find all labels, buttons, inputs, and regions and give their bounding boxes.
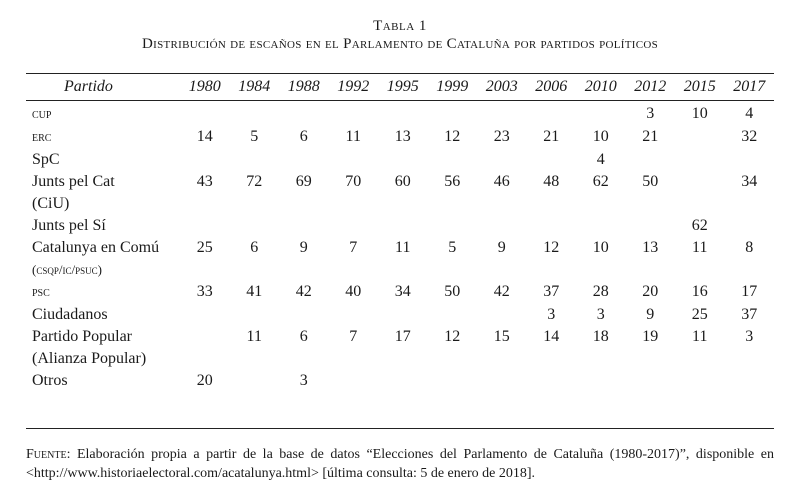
seat-count-cell — [527, 100, 577, 126]
seat-count-cell: 28 — [592, 283, 609, 300]
party-name-cell — [26, 215, 180, 237]
seat-count-cell: 25 — [196, 239, 213, 256]
seat-count-cell: 42 — [295, 283, 312, 300]
seat-count-cell: 12 — [543, 239, 560, 256]
seat-count-cell: 33 — [196, 283, 213, 300]
party-name: erc — [32, 130, 52, 145]
seat-count-cell — [378, 304, 428, 326]
seat-count-cell: 56 — [444, 173, 461, 190]
seat-count-cell: 13 — [394, 128, 411, 145]
seat-count-cell: 10 — [691, 105, 708, 122]
column-header-year: 2012 — [634, 78, 667, 95]
column-header-year: 1995 — [386, 78, 419, 95]
seat-count-cell: 34 — [394, 283, 411, 300]
table-row — [26, 237, 774, 281]
seat-count-cell — [180, 326, 230, 370]
seat-count-cell: 9 — [497, 239, 506, 256]
seat-count-cell — [477, 100, 527, 126]
seat-count-cell — [279, 215, 329, 237]
party-name-cell — [26, 149, 180, 171]
seat-count-cell: 19 — [642, 328, 659, 345]
seat-count-cell: 16 — [691, 283, 708, 300]
seat-count-cell — [477, 304, 527, 326]
seat-count-cell — [230, 100, 280, 126]
party-name: Otros — [32, 372, 68, 389]
seat-count-cell — [329, 370, 379, 392]
table-row — [26, 215, 774, 237]
seat-count-cell: 5 — [448, 239, 457, 256]
party-name: cup — [32, 107, 52, 122]
party-name-cell — [26, 126, 180, 149]
seat-count-cell: 46 — [493, 173, 510, 190]
seat-count-cell: 13 — [642, 239, 659, 256]
seat-count-cell: 69 — [295, 173, 312, 190]
seat-count-cell: 25 — [691, 306, 708, 323]
seat-count-cell — [279, 149, 329, 171]
seat-count-cell — [329, 215, 379, 237]
seat-count-cell: 17 — [741, 283, 758, 300]
seat-count-cell: 21 — [543, 128, 560, 145]
column-header-year: 1988 — [287, 78, 320, 95]
seat-count-cell — [725, 215, 775, 237]
column-header-year: 2010 — [584, 78, 617, 95]
column-header-party: Partido — [64, 78, 113, 95]
seat-count-cell: 3 — [547, 306, 556, 323]
seat-count-cell: 4 — [745, 105, 754, 122]
seat-count-cell: 62 — [592, 173, 609, 190]
seat-count-cell — [279, 100, 329, 126]
column-header-year: 1980 — [188, 78, 221, 95]
seat-count-cell: 72 — [246, 173, 263, 190]
seat-count-cell: 5 — [250, 128, 259, 145]
seat-count-cell: 23 — [493, 128, 510, 145]
column-header-year: 1999 — [436, 78, 469, 95]
seat-count-cell: 11 — [246, 328, 262, 345]
seat-count-cell: 20 — [642, 283, 659, 300]
seat-count-cell — [527, 370, 577, 392]
seat-count-cell — [725, 149, 775, 171]
seat-count-cell: 7 — [349, 239, 358, 256]
seat-count-cell: 42 — [493, 283, 510, 300]
seat-count-cell — [378, 100, 428, 126]
seat-count-cell — [428, 149, 478, 171]
table-row — [26, 326, 774, 370]
party-name: SpC — [32, 151, 60, 168]
party-name: psc — [32, 285, 50, 300]
seat-count-cell: 12 — [444, 328, 461, 345]
seat-count-cell: 11 — [345, 128, 361, 145]
seat-count-cell: 17 — [394, 328, 411, 345]
seat-count-cell — [626, 215, 676, 237]
column-header-year: 1992 — [337, 78, 370, 95]
seat-count-cell: 14 — [543, 328, 560, 345]
seat-count-cell: 32 — [741, 128, 758, 145]
seat-count-cell: 50 — [642, 173, 659, 190]
party-name-cell — [26, 370, 180, 392]
seat-count-cell: 37 — [543, 283, 560, 300]
party-name-part: Catalunya en Comú — [32, 239, 160, 256]
seat-count-cell — [378, 149, 428, 171]
party-name: Junts pel Sí — [32, 217, 106, 234]
table-row — [26, 304, 774, 326]
table-body — [26, 100, 774, 392]
seat-count-cell: 21 — [642, 128, 659, 145]
seat-count-cell: 34 — [741, 173, 758, 190]
seat-count-cell: 9 — [299, 239, 308, 256]
seat-count-cell: 11 — [692, 328, 708, 345]
seat-count-cell: 12 — [444, 128, 461, 145]
party-name-note: (Alianza Popular) — [32, 350, 147, 367]
seat-count-cell: 15 — [493, 328, 510, 345]
seat-count-cell — [230, 149, 280, 171]
seat-count-cell: 70 — [345, 173, 362, 190]
seat-count-cell — [180, 304, 230, 326]
table-title: Distribución de escaños en el Parlamento de Cataluña por partidos políticos — [141, 36, 659, 52]
seat-count-cell: 41 — [246, 283, 263, 300]
table-row — [26, 171, 774, 215]
seat-count-cell — [576, 100, 626, 126]
seat-count-cell — [180, 215, 230, 237]
seat-count-cell: 9 — [646, 306, 655, 323]
party-name-cell — [26, 237, 180, 281]
table-label: Tabla 1 — [373, 18, 427, 34]
seat-count-cell: 11 — [395, 239, 411, 256]
seat-count-cell — [230, 304, 280, 326]
seat-count-cell — [477, 215, 527, 237]
seat-count-cell: 10 — [592, 239, 609, 256]
party-name-cell — [26, 326, 180, 370]
seat-count-cell: 4 — [596, 151, 605, 168]
seat-count-cell: 8 — [745, 239, 754, 256]
column-header-year: 2015 — [683, 78, 716, 95]
seat-count-cell: 60 — [394, 173, 411, 190]
seat-count-cell — [626, 149, 676, 171]
seat-count-cell — [675, 126, 725, 149]
seat-count-cell — [279, 304, 329, 326]
column-header-year: 2017 — [733, 78, 766, 95]
seat-count-cell: 3 — [646, 105, 655, 122]
seats-table — [26, 74, 774, 392]
seat-count-cell: 11 — [692, 239, 708, 256]
seat-count-cell: 40 — [345, 283, 362, 300]
source-label: Fuente — [26, 447, 67, 462]
seat-count-cell — [378, 215, 428, 237]
party-name-cell — [26, 281, 180, 304]
bottom-rule — [26, 428, 774, 429]
seat-count-cell — [428, 370, 478, 392]
seat-count-cell — [180, 149, 230, 171]
seat-count-cell — [576, 370, 626, 392]
table-row — [26, 126, 774, 149]
seat-count-cell: 62 — [691, 217, 708, 234]
seat-count-cell: 20 — [196, 372, 213, 389]
header-row — [26, 74, 774, 100]
seat-count-cell: 3 — [596, 306, 605, 323]
seat-count-cell — [230, 215, 280, 237]
seat-count-cell — [329, 100, 379, 126]
column-header-year: 2006 — [535, 78, 568, 95]
seat-count-cell: 6 — [299, 128, 308, 145]
seat-count-cell: 14 — [196, 128, 213, 145]
source-note — [26, 445, 774, 483]
seat-count-cell — [230, 370, 280, 392]
table-row — [26, 149, 774, 171]
seat-count-cell — [428, 304, 478, 326]
seat-count-cell — [378, 370, 428, 392]
seat-count-cell: 3 — [745, 328, 754, 345]
seat-count-cell: 48 — [543, 173, 560, 190]
seat-count-cell — [428, 215, 478, 237]
seat-count-cell — [428, 100, 478, 126]
party-name: Partido Popular — [32, 328, 132, 345]
seat-count-cell: 50 — [444, 283, 461, 300]
seat-count-cell — [329, 149, 379, 171]
seat-count-cell — [626, 370, 676, 392]
seat-count-cell: 7 — [349, 328, 358, 345]
seat-count-cell — [675, 370, 725, 392]
party-name-cell — [26, 304, 180, 326]
seat-count-cell — [329, 304, 379, 326]
seat-count-cell — [675, 149, 725, 171]
table-row — [26, 281, 774, 304]
seat-count-cell: 10 — [592, 128, 609, 145]
seat-count-cell — [675, 171, 725, 215]
seat-count-cell — [576, 215, 626, 237]
party-name-cell — [26, 100, 180, 126]
column-header-year: 2003 — [485, 78, 518, 95]
seat-count-cell — [477, 149, 527, 171]
party-name-note: (csqp/ic/psuc) — [32, 262, 102, 277]
seat-count-cell — [477, 370, 527, 392]
seat-count-cell: 37 — [741, 306, 758, 323]
seat-count-cell — [725, 370, 775, 392]
seat-count-cell — [180, 100, 230, 126]
seat-count-cell — [527, 149, 577, 171]
seat-count-cell: 6 — [250, 239, 259, 256]
seat-count-cell: 3 — [299, 372, 308, 389]
party-name: Junts pel Cat — [32, 173, 115, 190]
seat-count-cell: 43 — [196, 173, 213, 190]
party-name: Ciudadanos — [32, 306, 108, 323]
column-header-year: 1984 — [238, 78, 271, 95]
seat-count-cell — [527, 215, 577, 237]
table-row — [26, 370, 774, 392]
seat-count-cell: 18 — [592, 328, 609, 345]
seat-count-cell: 6 — [299, 328, 308, 345]
source-text: : Elaboración propia a partir de la base de datos “Elecciones del Parlamento de Cataluña (1980-2017)”, disponible en <http://www.historiaelectoral.com/acatalunya.html> [última consulta: 5 de enero de 2018]. — [26, 447, 774, 481]
party-name-cell — [26, 171, 180, 215]
table-row — [26, 100, 774, 126]
party-name-note: (CiU) — [32, 195, 70, 212]
